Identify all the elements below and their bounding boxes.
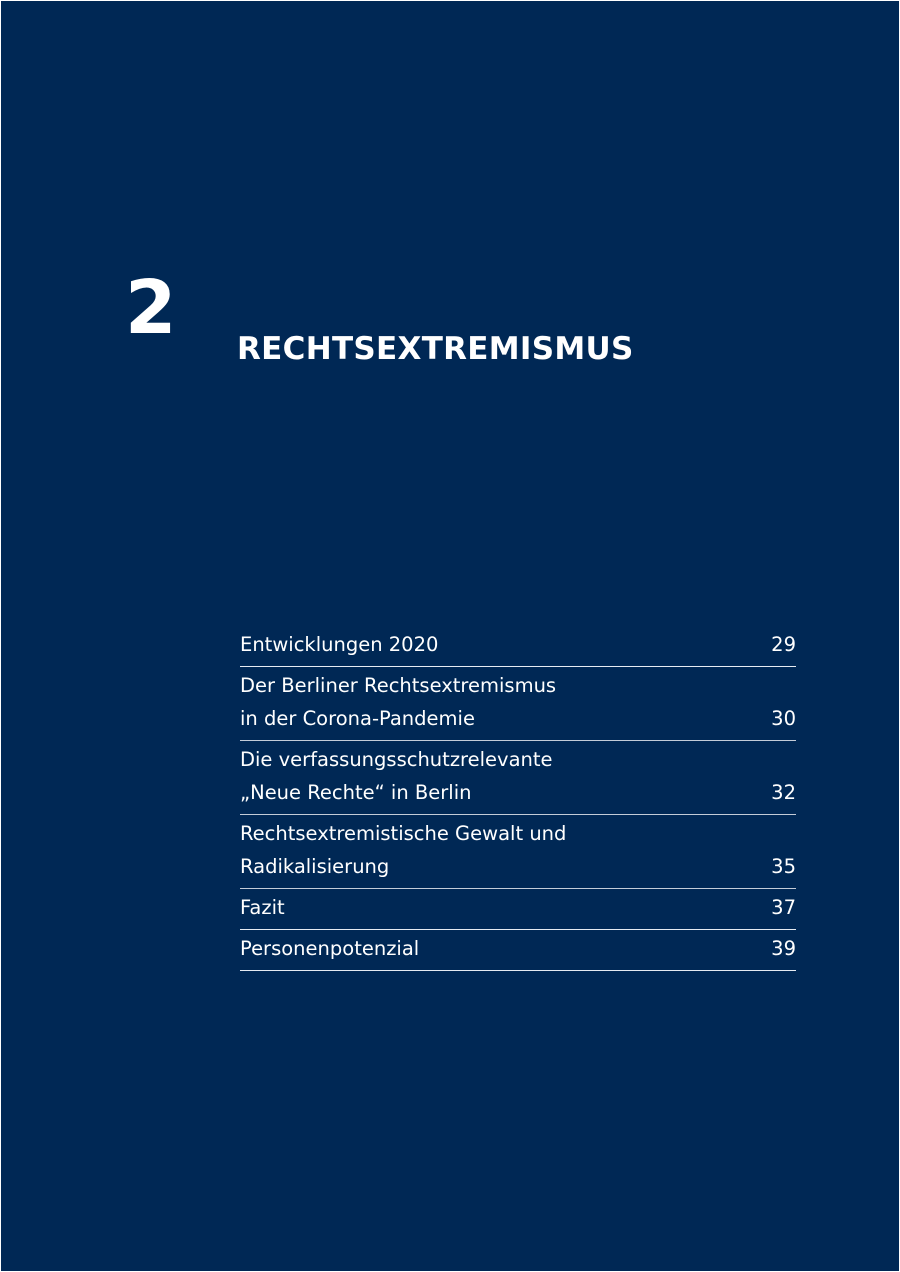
toc-entry-label: Der Berliner Rechtsextremismus in der Corona-Pandemie	[240, 674, 557, 730]
chapter-number: 2	[125, 265, 176, 351]
toc-entry-label: Fazit	[240, 896, 285, 919]
toc-entry-page-number: 37	[771, 896, 796, 919]
toc-entry-corona-pandemie[interactable]	[240, 667, 796, 741]
toc-entry-label: Die verfassungsschutzrelevante „Neue Rechte“ in Berlin	[240, 748, 553, 804]
toc-entry-label: Personenpotenzial	[240, 937, 420, 960]
toc-entry-label: Entwicklungen 2020	[240, 633, 439, 656]
table-of-contents	[240, 626, 796, 971]
toc-entry-neue-rechte[interactable]	[240, 741, 796, 815]
toc-entry-page-number: 32	[771, 781, 796, 804]
toc-entry-personenpotenzial[interactable]	[240, 930, 796, 971]
toc-entry-page-number: 30	[771, 707, 796, 730]
chapter-title: RECHTSEXTREMISMUS	[237, 331, 634, 367]
toc-entry-page-number: 39	[771, 937, 796, 960]
chapter-cover-page	[1, 1, 899, 1271]
toc-entry-entwicklungen[interactable]	[240, 626, 796, 667]
toc-entry-page-number: 35	[771, 855, 796, 878]
toc-entry-label: Rechtsextremistische Gewalt und Radikalisierung	[240, 822, 567, 878]
toc-entry-page-number: 29	[771, 633, 796, 656]
toc-entry-fazit[interactable]	[240, 889, 796, 930]
toc-entry-gewalt-radikalisierung[interactable]	[240, 815, 796, 889]
